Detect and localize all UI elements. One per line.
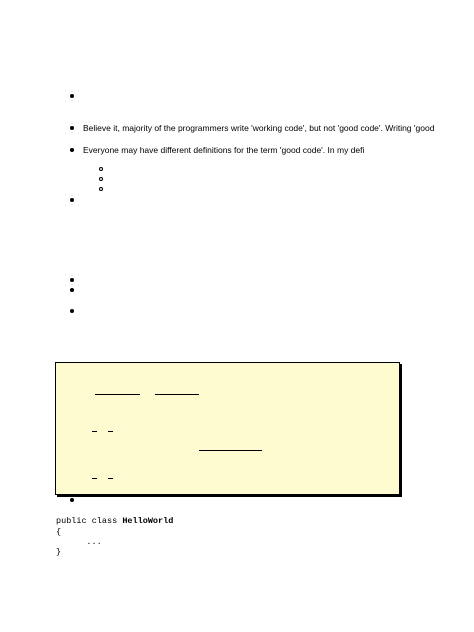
bullet-3 xyxy=(70,148,74,152)
bullet-1 xyxy=(70,94,74,98)
code-line-3: ... xyxy=(66,537,102,547)
dash-4 xyxy=(108,478,113,479)
bullet-8 xyxy=(70,498,74,502)
dash-2 xyxy=(108,431,113,432)
sub-bullet-1 xyxy=(99,167,103,171)
code-line-2: { xyxy=(56,527,62,537)
bullet-2 xyxy=(70,126,74,130)
underline-3 xyxy=(199,450,262,451)
sub-bullet-2 xyxy=(99,177,103,181)
bullet-6 xyxy=(70,288,74,292)
bullet-7 xyxy=(70,309,74,313)
underline-2 xyxy=(155,394,199,395)
callout-box xyxy=(55,362,400,495)
bullet-4 xyxy=(70,198,74,202)
sub-bullet-3 xyxy=(99,187,103,191)
bullet-5 xyxy=(70,278,74,282)
code-line-1 xyxy=(56,516,173,526)
dash-1 xyxy=(92,431,97,432)
code-class-name: HelloWorld xyxy=(122,516,174,526)
bullet-2-text: Believe it, majority of the programmers write 'working code', but not 'good code'. Writing 'good xyxy=(83,123,435,133)
code-keyword-prefix: public class xyxy=(56,516,123,526)
code-line-4: } xyxy=(56,547,62,557)
underline-1 xyxy=(95,394,140,395)
bullet-3-text: Everyone may have different definitions for the term 'good code'. In my defi xyxy=(83,145,365,155)
dash-3 xyxy=(92,478,97,479)
